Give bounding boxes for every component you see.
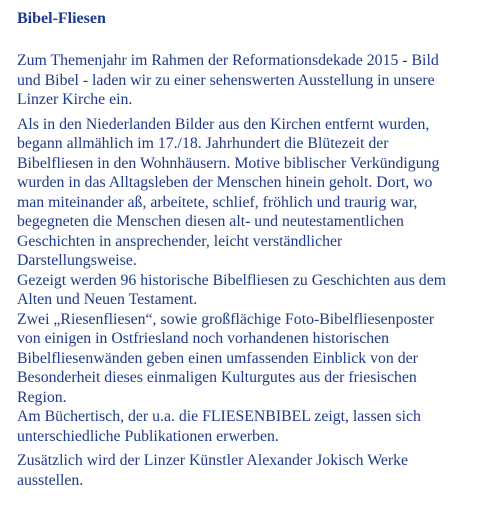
- text-line: Bibelfliesen in den Wohnhäusern. Motive biblischer Verkündigung: [17, 154, 440, 172]
- text-line: Alten und Neuen Testament.: [17, 291, 198, 308]
- paragraph-history: [17, 115, 492, 447]
- text-line: Linzer Kirche ein.: [17, 91, 133, 108]
- document-body: [17, 8, 492, 490]
- text-line: ausstellen.: [17, 471, 84, 489]
- text-line: unterschiedliche Publikationen erwerben.: [17, 427, 279, 445]
- text-line: begegneten die Menschen diesen alt- und neutestamentlichen: [17, 213, 404, 230]
- paragraph-intro: [17, 51, 492, 110]
- text-line: begann allmählich im 17./18. Jahrhundert die Blütezeit der: [17, 135, 389, 152]
- text-line: Region.: [17, 388, 67, 406]
- text-line: Bibelfliesenwänden geben einen umfassenden Einblick von der: [17, 349, 418, 367]
- text-line: Zum Themenjahr im Rahmen der Reformationsdekade 2015 - Bild: [17, 52, 439, 69]
- text-line: wurden in das Alltagsleben der Menschen hinein geholt. Dort, wo: [17, 174, 433, 191]
- text-line: Darstellungsweise.: [17, 252, 137, 269]
- document-title: Bibel-Fliesen: [17, 10, 106, 27]
- text-line: man miteinander aß, arbeitete, schlief, fröhlich und traurig war,: [17, 193, 418, 211]
- text-line: Gezeigt werden 96 historische Bibelfliesen zu Geschichten aus dem: [17, 271, 447, 289]
- text-line: Geschichten in ansprechender, leicht verständlicher: [17, 232, 343, 250]
- text-line: von einigen in Ostfriesland noch vorhandenen historischen: [17, 330, 390, 347]
- text-line: Am Büchertisch, der u.a. die FLIESENBIBEL zeigt, lassen sich: [17, 408, 421, 425]
- text-line: Als in den Niederlanden Bilder aus den Kirchen entfernt wurden,: [17, 115, 430, 133]
- text-line: Zusätzlich wird der Linzer Künstler Alexander Jokisch Werke: [17, 452, 409, 469]
- paragraph-artist: [17, 451, 492, 490]
- text-line: Besonderheit dieses einmaligen Kulturgutes aus der friesischen: [17, 369, 417, 386]
- text-line: und Bibel - laden wir zu einer sehenswerten Ausstellung in unsere: [17, 71, 435, 89]
- text-line: Zwei „Riesenfliesen“, sowie großflächige Foto-Bibelfliesenposter: [17, 310, 435, 328]
